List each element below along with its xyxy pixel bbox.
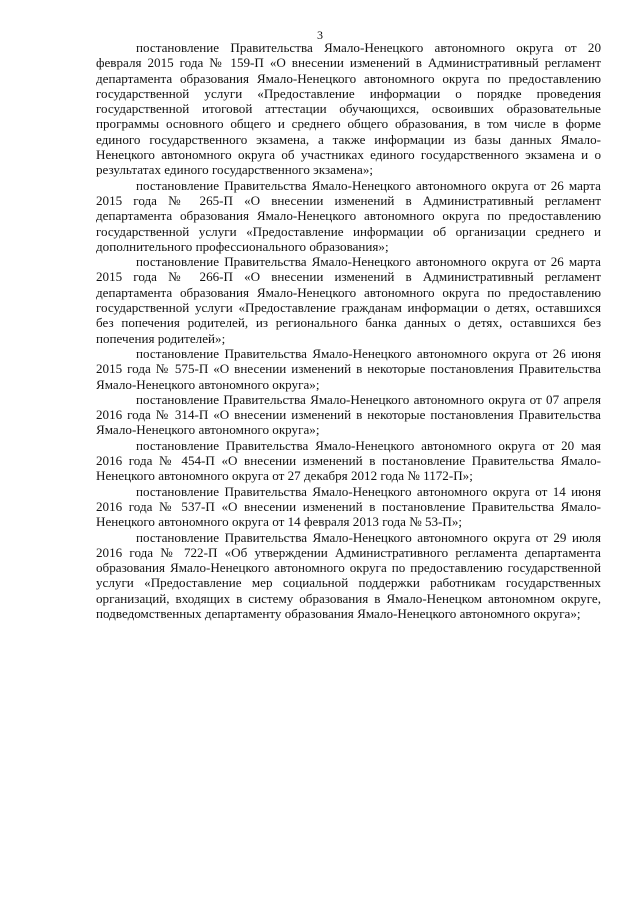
paragraph-resolution-575-p: постановление Правительства Ямало-Ненецкого автономного округа от 26 июня 2015 года № 575-П «О внесении изменений в некоторые постановления Правительства Ямало-Ненецкого автономного округа»; — [96, 345, 601, 392]
paragraph-resolution-722-p: постановление Правительства Ямало-Ненецкого автономного округа от 29 июля 2016 года № 722-П «Об утверждении Административного регламента департамента образования Ямало-Ненецкого автономного округа по предоставлению государственной услуги «Предоставление мер социальной поддержки работникам государственных организаций, входящих в систему образования в Ямало-Ненецком автономном округе, подведомственных департаменту образования Ямало-Ненецкого автономного округа»; — [96, 529, 601, 621]
paragraph-resolution-265-p: постановление Правительства Ямало-Ненецкого автономного округа от 26 марта 2015 года № 265-П «О внесении изменений в Административный регламент департамента образования Ямало-Ненецкого автономного округа по предоставлению государственной услуги «Предоставление информации об организации среднего и дополнительного профессионального образования»; — [96, 177, 601, 254]
paragraph-resolution-266-p: постановление Правительства Ямало-Ненецкого автономного округа от 26 марта 2015 года № 266-П «О внесении изменений в Административный регламент департамента образования Ямало-Ненецкого автономного округа по предоставлению государственной услуги «Предоставление гражданам информации о детях, оставшихся без попечения родителей, из регионального банка данных о детях, оставшихся без попечения родителей»; — [96, 254, 601, 346]
paragraph-resolution-454-p: постановление Правительства Ямало-Ненецкого автономного округа от 20 мая 2016 года № 454-П «О внесении изменений в постановление Правительства Ямало-Ненецкого автономного округа от 27 декабря 2012 года № 1172-П»; — [96, 437, 601, 484]
paragraph-resolution-314-p: постановление Правительства Ямало-Ненецкого автономного округа от 07 апреля 2016 года № 314-П «О внесении изменений в некоторые постановления Правительства Ямало-Ненецкого автономного округа»; — [96, 391, 601, 438]
document-body — [96, 40, 601, 621]
paragraph-resolution-159-p: постановление Правительства Ямало-Ненецкого автономного округа от 20 февраля 2015 года № 159-П «О внесении изменений в Административный регламент департамента образования Ямало-Ненецкого автономного округа по предоставлению государственной услуги «Предоставление информации о порядке проведения государственной итоговой аттестации обучающихся, освоивших образовательные программы основного общего и среднего общего образования, в том числе в форме единого государственного экзамена, а также информации из базы данных Ямало-Ненецкого автономного округа об участниках единого государственного экзамена и о результатах единого государственного экзамена»; — [96, 40, 601, 178]
page-number: 3 — [317, 28, 323, 42]
paragraph-resolution-537-p: постановление Правительства Ямало-Ненецкого автономного округа от 14 июня 2016 года № 537-П «О внесении изменений в постановление Правительства Ямало-Ненецкого автономного округа от 14 февраля 2013 года № 53-П»; — [96, 483, 601, 530]
